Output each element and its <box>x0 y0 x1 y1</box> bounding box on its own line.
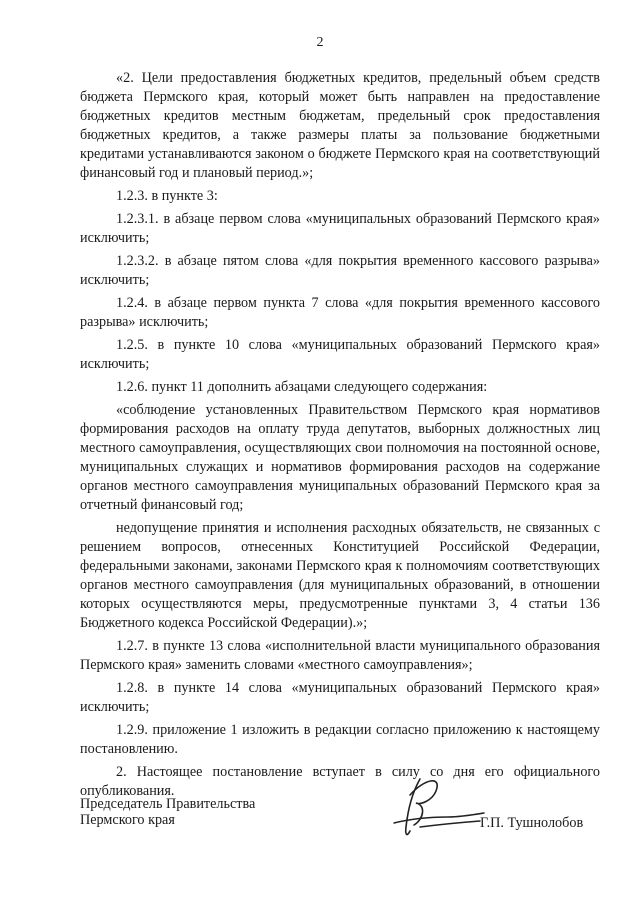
paragraph-1-2-7: 1.2.7. в пункте 13 слова «исполнительной власти муниципального образования Пермского края» заменить словами «местного самоуправления»; <box>80 638 600 673</box>
signatory-title-line1: Председатель Правительства <box>80 796 256 812</box>
page-number: 2 <box>316 35 324 50</box>
signatory-name: Г.П. Тушнолобов <box>480 815 584 831</box>
paragraph-non-admission: недопущение принятия и исполнения расходных обязательств, не связанных с решением вопросов, отнесенных Конституцией Российской Федерации, федеральными законами, законами Пермского края к полномочиям соответствующих органов местного самоуправления (для муниципальных образований, в отношении которых осуществляются меры, предусмотренные пунктами 3, 4 статьи 136 Бюджетного кодекса Российской Федерации).»; <box>80 520 600 631</box>
paragraph-1-2-9: 1.2.9. приложение 1 изложить в редакции согласно приложению к настоящему постановлению. <box>80 722 600 757</box>
paragraph-entry-into-force: 2. Настоящее постановление вступает в силу со дня его официального опубликования. <box>80 764 600 799</box>
signatory-title-line2: Пермского края <box>80 812 175 828</box>
paragraph-1-2-3-2: 1.2.3.2. в абзаце пятом слова «для покрытия временного кассового разрыва» исключить; <box>80 253 600 288</box>
paragraph-1-2-4: 1.2.4. в абзаце первом пункта 7 слова «для покрытия временного кассового разрыва» исключить; <box>80 295 600 330</box>
signatory-title <box>80 796 255 828</box>
document-body <box>80 69 600 801</box>
paragraph-1-2-8: 1.2.8. в пункте 14 слова «муниципальных образований Пермского края» исключить; <box>80 680 600 715</box>
paragraph-1-2-6: 1.2.6. пункт 11 дополнить абзацами следующего содержания: <box>116 379 488 395</box>
paragraph-1-2-5: 1.2.5. в пункте 10 слова «муниципальных образований Пермского края» исключить; <box>80 337 600 372</box>
paragraph-1-2-3: 1.2.3. в пункте 3: <box>116 188 218 204</box>
paragraph-observance: «соблюдение установленных Правительством Пермского края нормативов формирования расходов на оплату труда депутатов, выборных должностных лиц местного самоуправления, осуществляющих свои полномочия на постоянной основе, муниципальных служащих и нормативов формирования расходов на содержание органов местного самоуправления муниципальных образований Пермского края за отчетный финансовый год; <box>80 402 600 513</box>
paragraph-budget-credits-goals: «2. Цели предоставления бюджетных кредитов, предельный объем средств бюджета Пермского края, который может быть направлен на предоставление бюджетных кредитов местным бюджетам, предельный срок предоставления бюджетных кредитов, а также размеры платы за пользование бюджетными кредитами устанавливаются законом о бюджете Пермского края на соответствующий финансовый год и плановый период.»; <box>80 70 600 181</box>
paragraph-1-2-3-1: 1.2.3.1. в абзаце первом слова «муниципальных образований Пермского края» исключить; <box>80 211 600 246</box>
handwritten-signature <box>380 765 490 845</box>
